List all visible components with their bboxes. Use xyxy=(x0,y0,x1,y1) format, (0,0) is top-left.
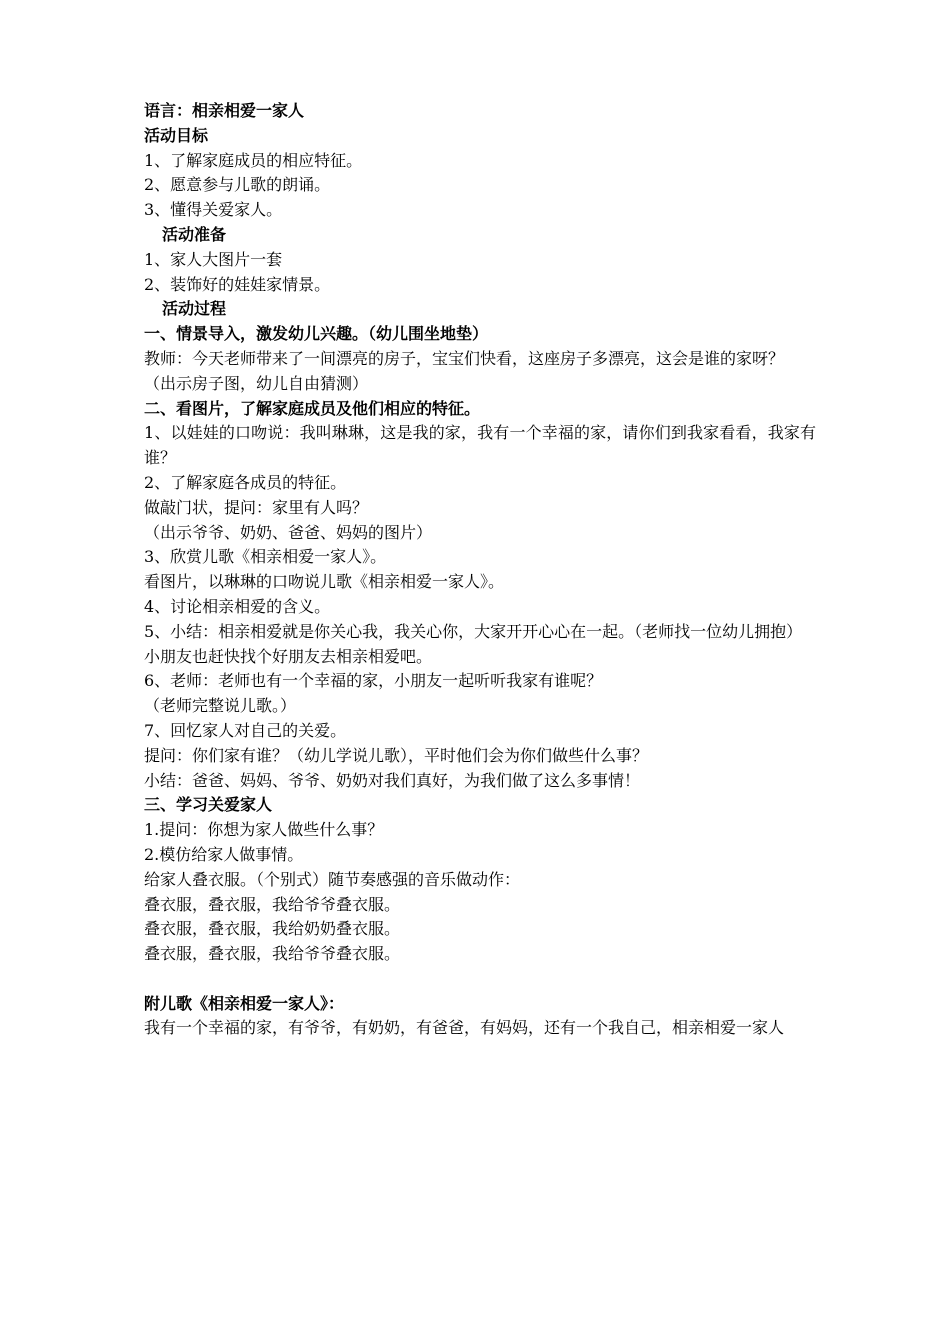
part3-line: 1.提问：你想为家人做些什么事？ xyxy=(144,820,384,840)
preparation-item: 1、家人大图片一套 xyxy=(144,249,283,269)
goal-item: 2、愿意参与儿歌的朗诵。 xyxy=(144,175,331,195)
goal-item: 1、了解家庭成员的相应特征。 xyxy=(144,150,363,170)
part2-line: 提问：你们家有谁？（幼儿学说儿歌），平时他们会为你们做些什么事？ xyxy=(144,745,649,765)
document-title: 语言：相亲相爱一家人 xyxy=(144,101,305,120)
part2-line: 做敲门状，提问：家里有人吗？ xyxy=(144,497,369,517)
part2-line: （出示爷爷、奶奶、爸爸、妈妈的图片） xyxy=(144,522,433,542)
part1-heading: 一、情景导入，激发幼儿兴趣。（幼儿围坐地垫） xyxy=(144,324,489,344)
part2-line: 6、老师：老师也有一个幸福的家，小朋友一起听听我家有谁呢？ xyxy=(144,671,603,691)
process-heading: 活动过程 xyxy=(162,299,227,319)
part2-line: 1、以娃娃的口吻说：我叫琳琳，这是我的家，我有一个幸福的家，请你们到我家看看，我家有谁？ xyxy=(144,423,816,468)
goals-heading: 活动目标 xyxy=(144,125,209,145)
part2-line: 小结：爸爸、妈妈、爷爷、奶奶对我们真好，为我们做了这么多事情！ xyxy=(144,770,641,790)
document-page xyxy=(144,99,816,1041)
part2-line: 2、了解家庭各成员的特征。 xyxy=(144,472,347,492)
appendix-heading: 附儿歌《相亲相爱一家人》： xyxy=(144,993,345,1013)
part2-line: 3、欣赏儿歌《相亲相爱一家人》。 xyxy=(144,547,387,567)
part2-line: 4、讨论相亲相爱的含义。 xyxy=(144,596,331,616)
part2-heading: 二、看图片，了解家庭成员及他们相应的特征。 xyxy=(144,398,481,418)
preparation-item: 2、装饰好的娃娃家情景。 xyxy=(144,274,331,294)
part1-line: （出示房子图，幼儿自由猜测） xyxy=(144,373,369,393)
part2-line: 看图片，以琳琳的口吻说儿歌《相亲相爱一家人》。 xyxy=(144,572,505,592)
part3-line: 叠衣服，叠衣服，我给爷爷叠衣服。 xyxy=(144,894,401,914)
preparation-heading: 活动准备 xyxy=(162,224,227,244)
blank-line xyxy=(144,967,816,992)
part2-line: 小朋友也赶快找个好朋友去相亲相爱吧。 xyxy=(144,646,433,666)
part3-line: 叠衣服，叠衣服，我给奶奶叠衣服。 xyxy=(144,919,401,939)
appendix-text: 我有一个幸福的家，有爷爷，有奶奶，有爸爸，有妈妈，还有一个我自己，相亲相爱一家人 xyxy=(144,1018,785,1038)
part3-line: 2.模仿给家人做事情。 xyxy=(144,844,304,864)
part2-line: （老师完整说儿歌。） xyxy=(144,696,297,716)
part3-line: 给家人叠衣服。（个别式）随节奏感强的音乐做动作： xyxy=(144,869,521,889)
part3-line: 叠衣服，叠衣服，我给爷爷叠衣服。 xyxy=(144,944,401,964)
part3-heading: 三、学习关爱家人 xyxy=(144,795,273,815)
part1-line: 教师：今天老师带来了一间漂亮的房子，宝宝们快看，这座房子多漂亮，这会是谁的家呀？ xyxy=(144,348,785,368)
part2-line: 7、回忆家人对自己的关爱。 xyxy=(144,720,347,740)
goal-item: 3、懂得关爱家人。 xyxy=(144,200,283,220)
part2-line: 5、小结：相亲相爱就是你关心我，我关心你，大家开开心心在一起。（老师找一位幼儿拥抱） xyxy=(144,621,803,641)
